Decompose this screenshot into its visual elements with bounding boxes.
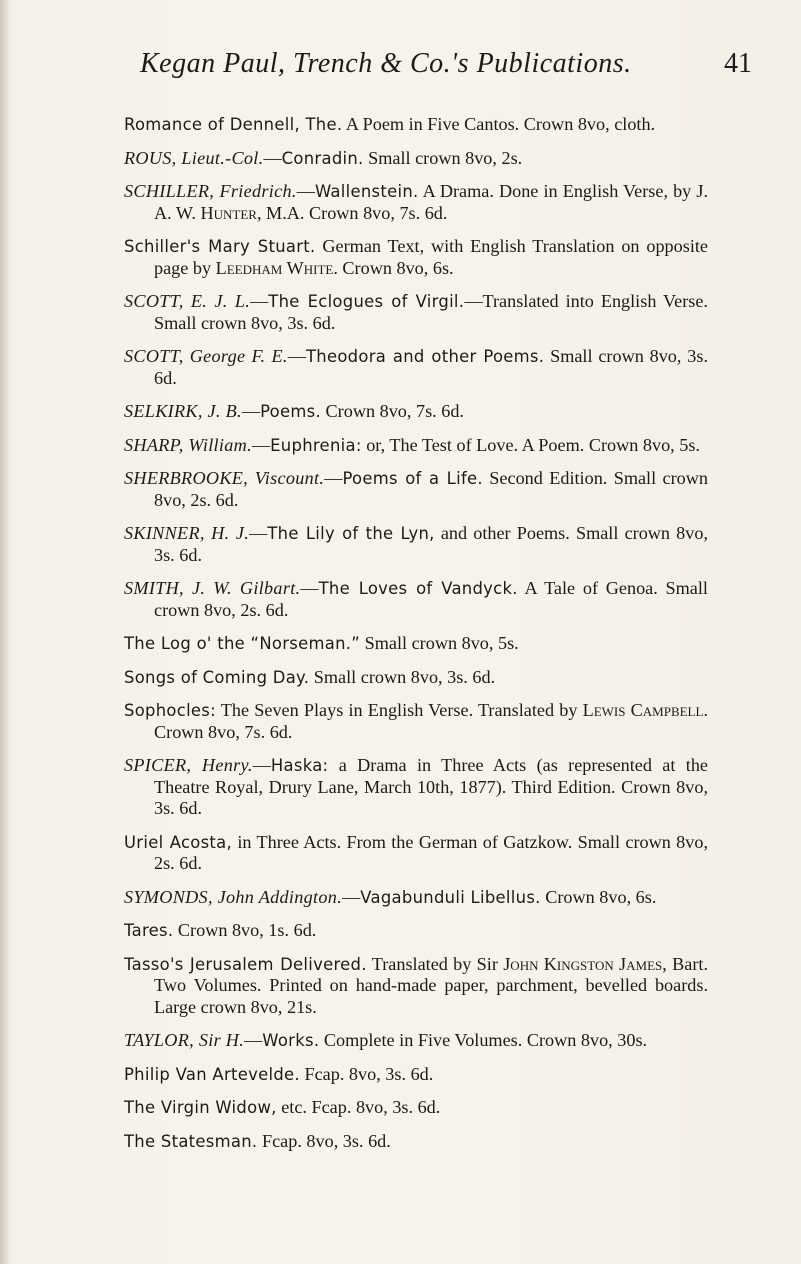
entry-author: TAYLOR, Sir H. xyxy=(124,1030,245,1050)
entry-description: Crown 8vo, 1s. 6d. xyxy=(173,920,317,940)
publication-entry xyxy=(124,236,708,279)
publication-entry xyxy=(124,578,708,621)
publication-entry xyxy=(124,181,708,224)
entry-description: a Drama in Three Acts (as represented at the Theatre Royal, Drury Lane, March 10th, 1877). Third Edition. Crown 8vo, 3s. 6d. xyxy=(154,755,708,818)
entry-description: Fcap. 8vo, 3s. 6d. xyxy=(257,1130,391,1151)
entry-title: Poems of a Life. xyxy=(342,469,483,488)
publication-entry xyxy=(124,633,708,655)
publication-entry xyxy=(124,755,708,820)
entry-author: SMITH, J. W. Gilbart. xyxy=(124,578,301,598)
entry-description: A Drama. Done in English Verse, by J. A. W. xyxy=(154,181,708,223)
entry-title: Philip Van Artevelde. xyxy=(124,1064,300,1084)
entry-description: Small crown 8vo, 3s. 6d. xyxy=(154,346,708,388)
entry-description: Translated by Sir xyxy=(366,953,504,974)
publication-entry xyxy=(124,291,708,334)
entry-author: SCOTT, George F. E. xyxy=(124,346,288,366)
running-title: Kegan Paul, Trench & Co.'s Publications. xyxy=(140,48,632,79)
entry-author: SELKIRK, J. B. xyxy=(124,401,242,421)
entry-title: The Eclogues of Virgil. xyxy=(268,292,465,311)
entry-author: SKINNER, H. J. xyxy=(124,523,250,543)
author-dash: — xyxy=(296,181,315,201)
entry-description: A Poem in Five Cantos. Crown 8vo, cloth. xyxy=(342,114,656,134)
entry-description: Second Edition. Small crown 8vo, 2s. 6d. xyxy=(154,468,708,510)
entry-title: Conradin. xyxy=(281,148,364,168)
publication-entry xyxy=(124,346,708,389)
author-dash: — xyxy=(324,468,343,488)
page-spine-shadow xyxy=(0,0,10,1264)
author-dash: — xyxy=(250,291,269,311)
entry-description: Small crown 8vo, 5s. xyxy=(360,633,519,653)
publication-entry xyxy=(124,401,708,423)
publication-entry xyxy=(124,832,708,875)
author-dash: — xyxy=(342,886,361,907)
entry-description: Complete in Five Volumes. Crown 8vo, 30s. xyxy=(319,1030,648,1050)
entry-description: etc. Fcap. 8vo, 3s. 6d. xyxy=(276,1097,441,1117)
entry-title: Haska: xyxy=(270,756,329,775)
entry-title: Romance of Dennell, The. xyxy=(124,115,343,134)
publication-entry xyxy=(124,954,708,1019)
entry-author: SPICER, Henry. xyxy=(124,755,253,775)
entry-title: The Statesman. xyxy=(124,1131,258,1151)
entry-description: Small crown 8vo, 3s. 6d. xyxy=(309,666,496,687)
entry-description: Crown 8vo, 6s. xyxy=(540,886,657,907)
publication-entry xyxy=(124,435,708,457)
entry-title: The Lily of the Lyn, xyxy=(267,524,435,543)
entry-author: SYMONDS, John Addington. xyxy=(124,886,343,907)
author-dash: — xyxy=(263,147,282,168)
author-dash: — xyxy=(252,755,271,775)
author-dash: — xyxy=(300,578,319,598)
entry-title: The Log o' the “Norseman.” xyxy=(124,634,361,653)
entry-title: Sophocles: xyxy=(124,701,216,720)
entry-title: The Loves of Vandyck. xyxy=(318,579,518,598)
entry-title: Uriel Acosta, xyxy=(124,832,233,852)
entry-title: Songs of Coming Day. xyxy=(124,667,310,687)
publication-entry xyxy=(124,1131,708,1153)
author-dash: — xyxy=(241,401,261,421)
publication-entry xyxy=(124,148,708,170)
entry-description: or, The Test of Love. A Poem. Crown 8vo, 5s. xyxy=(361,434,700,455)
publication-entry xyxy=(124,920,708,942)
entry-description: A Tale of Genoa. Small crown 8vo, 2s. 6d. xyxy=(154,578,708,620)
publication-entry xyxy=(124,700,708,743)
entry-details: Crown 8vo, 7s. 6d. xyxy=(154,721,293,742)
author-dash: — xyxy=(249,523,268,543)
entry-title: Wallenstein. xyxy=(314,182,419,201)
entry-credited-name: John Kingston James, xyxy=(503,953,667,974)
publication-entry xyxy=(124,1030,708,1052)
entry-credited-name: Lewis Campbell. xyxy=(582,700,708,720)
entry-author: ROUS, Lieut.-Col. xyxy=(124,147,264,168)
page-header xyxy=(0,48,801,88)
publication-entry xyxy=(124,667,708,689)
entry-author: SCOTT, E. J. L. xyxy=(124,291,251,311)
entry-author: SCHILLER, Friedrich. xyxy=(124,181,297,201)
publication-entry xyxy=(124,1064,708,1086)
page-number: 41 xyxy=(724,48,752,79)
entry-credited-name: Hunter, M.A. xyxy=(200,202,305,223)
entry-title: Poems. xyxy=(260,402,321,421)
author-dash: — xyxy=(287,346,306,366)
entry-description: —Translated into English Verse. Small crown 8vo, 3s. 6d. xyxy=(154,291,708,333)
entry-title: Theodora and other Poems. xyxy=(305,347,545,366)
entry-description: Small crown 8vo, 2s. xyxy=(363,147,523,168)
entry-description: Crown 8vo, 7s. 6d. xyxy=(321,401,464,421)
author-dash: — xyxy=(251,434,271,455)
entry-description: Fcap. 8vo, 3s. 6d. xyxy=(299,1063,434,1084)
author-dash: — xyxy=(244,1030,263,1050)
entry-title: Vagabunduli Libellus. xyxy=(360,887,541,907)
entry-details: Crown 8vo, 7s. 6d. xyxy=(304,202,448,223)
entry-details: Crown 8vo, 6s. xyxy=(337,257,454,278)
entry-description: German Text, with English Translation on opposite page by xyxy=(154,236,708,278)
entry-details: Bart. Two Volumes. Printed on hand-made paper, parchment, bevelled boards. Large crown 8vo, 21s. xyxy=(154,953,708,1017)
entry-description: and other Poems. Small crown 8vo, 3s. 6d. xyxy=(154,523,709,565)
entry-author: SHARP, William. xyxy=(124,434,252,455)
entry-credited-name: Leedham White. xyxy=(215,257,338,278)
entry-title: Euphrenia: xyxy=(270,435,362,455)
entry-title: The Virgin Widow, xyxy=(124,1098,277,1117)
entry-description: The Seven Plays in English Verse. Translated by xyxy=(215,700,583,720)
publication-entry xyxy=(124,114,708,136)
publication-entry xyxy=(124,468,708,511)
publication-entry xyxy=(124,523,708,566)
publication-entry xyxy=(124,887,708,909)
entry-title: Schiller's Mary Stuart. xyxy=(124,237,316,256)
publication-entry xyxy=(124,1097,708,1119)
entry-description: in Three Acts. From the German of Gatzkow. Small crown 8vo, 2s. 6d. xyxy=(154,831,708,873)
publication-list xyxy=(124,114,708,1164)
entry-author: SHERBROOKE, Viscount. xyxy=(124,468,325,488)
entry-title: Tares. xyxy=(124,921,174,940)
entry-title: Works. xyxy=(262,1031,320,1050)
entry-title: Tasso's Jerusalem Delivered. xyxy=(124,954,367,974)
